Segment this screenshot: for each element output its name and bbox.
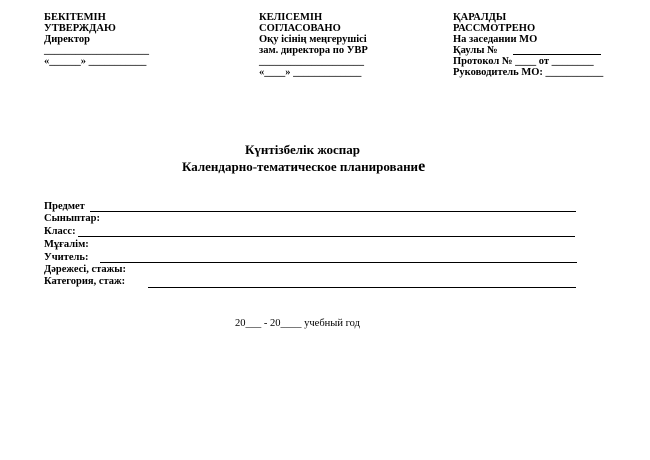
- approve-date-line: «______» ___________: [44, 56, 147, 67]
- field-classes-kz: Сыныптар:: [44, 213, 100, 224]
- agree-title-ru: СОГЛАСОВАНО: [259, 23, 341, 34]
- agree-sign-line: ____________________: [259, 56, 364, 67]
- title-ru-last: е: [418, 158, 426, 175]
- review-block: [453, 12, 603, 78]
- review-meeting: На заседании МО: [453, 34, 538, 45]
- field-subject-line[interactable]: [90, 211, 576, 212]
- approve-role: Директор: [44, 34, 90, 45]
- agree-date-line: «____» _____________: [259, 67, 362, 78]
- field-category: Категория, стаж:: [44, 276, 126, 287]
- field-category-line[interactable]: [148, 287, 576, 288]
- approve-title-ru: УТВЕРЖДАЮ: [44, 23, 116, 34]
- field-class: Класс:: [44, 226, 76, 237]
- field-subject: Предмет: [44, 201, 85, 212]
- review-title-ru: РАССМОТРЕНО: [453, 23, 536, 34]
- title-ru: [182, 158, 425, 176]
- approve-sign-line: ____________________: [44, 45, 149, 56]
- review-protocol-kz: Қаулы №: [453, 45, 498, 56]
- agree-role-kz: Оқу ісінің меңгерушісі: [259, 34, 367, 45]
- field-teacher-kz: Мұғалім:: [44, 239, 89, 250]
- field-rank-kz: Дәрежесі, стажы:: [44, 264, 126, 275]
- review-title-kz: ҚАРАЛДЫ: [453, 12, 507, 23]
- agree-title-kz: КЕЛІСЕМІН: [259, 12, 323, 23]
- approve-block: [44, 12, 149, 67]
- title-kz: Күнтізбелік жоспар: [245, 142, 360, 157]
- review-protocol-kz-line: [513, 54, 601, 55]
- field-teacher: Учитель:: [44, 252, 89, 263]
- academic-year-line: 20___ - 20____ учебный год: [235, 318, 360, 329]
- title-ru-main: Календарно-тематическое планировани: [182, 159, 419, 174]
- field-class-line[interactable]: [78, 236, 575, 237]
- review-head: Руководитель МО: ___________: [453, 67, 604, 78]
- agree-role-ru: зам. директора по УВР: [259, 45, 368, 56]
- review-protocol-ru: Протокол № ____ от ________: [453, 56, 594, 67]
- approve-title-kz: БЕКІТЕМІН: [44, 12, 106, 23]
- agree-block: [259, 12, 368, 78]
- field-teacher-line[interactable]: [100, 262, 577, 263]
